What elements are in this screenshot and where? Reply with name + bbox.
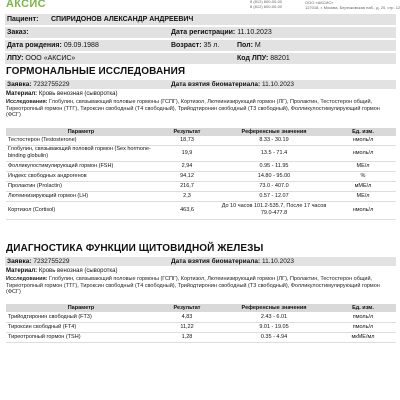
table-row <box>6 191 396 201</box>
section2-tests <box>6 276 394 296</box>
section1-material-value: Кровь венозная (сыворотка) <box>38 91 118 97</box>
param-cell: Тестостерон (Testosterone) <box>6 136 156 145</box>
header-address-line: ООО «АКСИС» <box>305 0 334 5</box>
unit-cell: пмоль/л <box>330 322 396 332</box>
section1-order-row <box>5 80 396 89</box>
col-param: Параметр <box>6 128 156 136</box>
col-ref: Референсные значения <box>218 128 330 136</box>
table-row <box>6 161 396 171</box>
reg-date-label: Дата регистрации: <box>171 29 236 36</box>
ref-cell: 8.33 - 30.19 <box>218 136 330 145</box>
col-ref: Референсные значения <box>218 304 330 312</box>
ref-cell: 0.57 - 12.07 <box>218 191 330 201</box>
section2-order-label: Заявка: <box>7 258 32 265</box>
table-row <box>6 322 396 332</box>
param-cell: Глобулин, связывающий половой гормон (Sex hormone-binding globulin) <box>6 145 156 161</box>
lpu-code-value: 88201 <box>270 55 290 62</box>
table-row <box>6 181 396 191</box>
section2-material-value: Кровь венозная (сыворотка) <box>38 268 118 274</box>
unit-cell: нмоль/л <box>330 136 396 145</box>
ref-cell: 0.35 - 4.94 <box>218 332 330 342</box>
ref-cell: 13.5 - 71.4 <box>218 145 330 161</box>
sex-value: М <box>254 42 261 49</box>
section1-order-label: Заявка: <box>7 81 32 88</box>
ref-cell: 14.80 - 95.00 <box>218 171 330 181</box>
header-phone-line: 8 (812) 600-00-00 <box>250 0 283 4</box>
patient-row <box>5 14 396 25</box>
result-cell: 463,6 <box>156 201 218 219</box>
ref-cell: До 10 часов 101.2-535.7, После 17 часов 79.0-477.8 <box>218 201 330 219</box>
unit-cell: % <box>330 171 396 181</box>
header-address <box>305 1 400 10</box>
table-row <box>6 332 396 342</box>
unit-cell: нмоль/л <box>330 145 396 161</box>
section1-material-label: Материал: <box>6 91 38 97</box>
section2-material <box>6 267 118 275</box>
header-phone-line: 8 (812) 600-00-00 <box>250 3 283 9</box>
result-cell: 2,3 <box>156 191 218 201</box>
col-result: Результат <box>156 304 218 312</box>
col-unit: Ед. изм. <box>330 304 396 312</box>
result-cell: 11,22 <box>156 322 218 332</box>
section1-tests-label: Исследования: <box>6 99 48 105</box>
result-cell: 2,94 <box>156 161 218 171</box>
section-title-thyroid: ДИАГНОСТИКА ФУНКЦИИ ЩИТОВИДНОЙ ЖЕЛЕЗЫ <box>6 243 264 254</box>
table-row <box>6 312 396 322</box>
table-row <box>6 136 396 145</box>
birth-label: Дата рождения: <box>7 42 62 49</box>
table-row <box>6 171 396 181</box>
col-result: Результат <box>156 128 218 136</box>
col-param: Параметр <box>6 304 156 312</box>
table-header-row <box>6 128 396 136</box>
ref-cell: 9.01 - 19.05 <box>218 322 330 332</box>
unit-cell: МЕ/л <box>330 191 396 201</box>
unit-cell: МЕ/л <box>330 161 396 171</box>
section2-material-label: Материал: <box>6 268 38 274</box>
header-address-line: 127018, г. Москва, Березковская наб., д. 20, стр. 12 <box>305 4 400 10</box>
section1-order: 7232755229 <box>33 81 70 88</box>
param-cell: Кортизол (Cortisol) <box>6 201 156 219</box>
ref-cell: 2.43 - 6.01 <box>218 312 330 322</box>
param-cell: Индекс свободных андрогенов <box>6 171 156 181</box>
section1-bio-label: Дата взятия биоматериала: <box>171 81 261 88</box>
thyroid-table <box>6 304 396 343</box>
param-cell: Лютеинизирующий гормон (LH) <box>6 191 156 201</box>
section1-bio-date: 11.10.2023 <box>261 81 295 88</box>
section1-tests <box>6 99 394 119</box>
ref-cell: 0.95 - 11.95 <box>218 161 330 171</box>
logo-text: АКСИС <box>6 0 46 10</box>
lpu-row <box>5 53 396 64</box>
section2-order: 7232755229 <box>33 258 70 265</box>
table-header-row <box>6 304 396 312</box>
section2-order-row <box>5 257 396 266</box>
section2-bio-label: Дата взятия биоматериала: <box>171 258 261 265</box>
result-cell: 216,7 <box>156 181 218 191</box>
sex-label: Пол: <box>237 42 253 49</box>
result-cell: 18,73 <box>156 136 218 145</box>
birth-row <box>5 40 396 51</box>
section2-tests-value: Глобулин, связывающий половые гормоны (ГСПГ), Кортизол, Лютеинизирующий гормон (ЛГ), Пролактин, Тестостерон общий, Тиреотропный гормон (ТТГ), Тироксин свободный (Т4 свободный), Трийодтиронин свободный (Т3 свободный), Фолликулостимулирующий гормон (ФСГ) <box>6 276 380 296</box>
section-title-hormones: ГОРМОНАЛЬНЫЕ ИССЛЕДОВАНИЯ <box>6 66 186 77</box>
table-row <box>6 201 396 219</box>
lpu-value: ООО «АКСИС» <box>25 55 76 62</box>
birth-date: 09.09.1988 <box>63 42 99 49</box>
lpu-label: ЛПУ: <box>7 55 24 62</box>
param-cell: Фолликулостимулирующий гормон (FSH) <box>6 161 156 171</box>
param-cell: Тироксин свободный (FT4) <box>6 322 156 332</box>
age-label: Возраст: <box>171 42 202 49</box>
param-cell: Тиреотропный гормон (TSH) <box>6 332 156 342</box>
result-cell: 19,9 <box>156 145 218 161</box>
order-label: Заказ: <box>7 29 29 36</box>
age-value: 35 л. <box>203 42 220 49</box>
section2-bio-date: 11.10.2023 <box>261 258 295 265</box>
param-cell: Трийодтиронин свободный (FT3) <box>6 312 156 322</box>
company-logo <box>0 0 60 10</box>
section2-tests-label: Исследования: <box>6 276 48 282</box>
header-phones <box>250 0 282 9</box>
table-row <box>6 145 396 161</box>
order-row <box>5 27 396 38</box>
result-cell: 1,28 <box>156 332 218 342</box>
col-unit: Ед. изм. <box>330 128 396 136</box>
unit-cell: мкМЕ/мл <box>330 332 396 342</box>
ref-cell: 73.0 - 407.0 <box>218 181 330 191</box>
param-cell: Пролактин (Prolactin) <box>6 181 156 191</box>
lpu-code-label: Код ЛПУ: <box>237 55 269 62</box>
unit-cell: мМЕ/л <box>330 181 396 191</box>
section1-material <box>6 90 118 98</box>
unit-cell: нмоль/л <box>330 201 396 219</box>
section1-tests-value: Глобулин, связывающий половые гормоны (ГСПГ), Кортизол, Лютеинизирующий гормон (ЛГ), Пролактин, Тестостерон общий, Тиреотропный гормон (ТТГ), Тироксин свободный (Т4 свободный), Трийодтиронин свободный (Т3 свободный), Фолликулостимулирующий гормон (ФСГ) <box>6 99 380 119</box>
patient-name: СПИРИДОНОВ АЛЕКСАНДР АНДРЕЕВИЧ <box>51 16 194 23</box>
hormones-table <box>6 128 396 220</box>
result-cell: 94,12 <box>156 171 218 181</box>
result-cell: 4,83 <box>156 312 218 322</box>
reg-date: 11.10.2023 <box>237 29 272 36</box>
unit-cell: пмоль/л <box>330 312 396 322</box>
patient-label: Пациент: <box>7 16 39 23</box>
